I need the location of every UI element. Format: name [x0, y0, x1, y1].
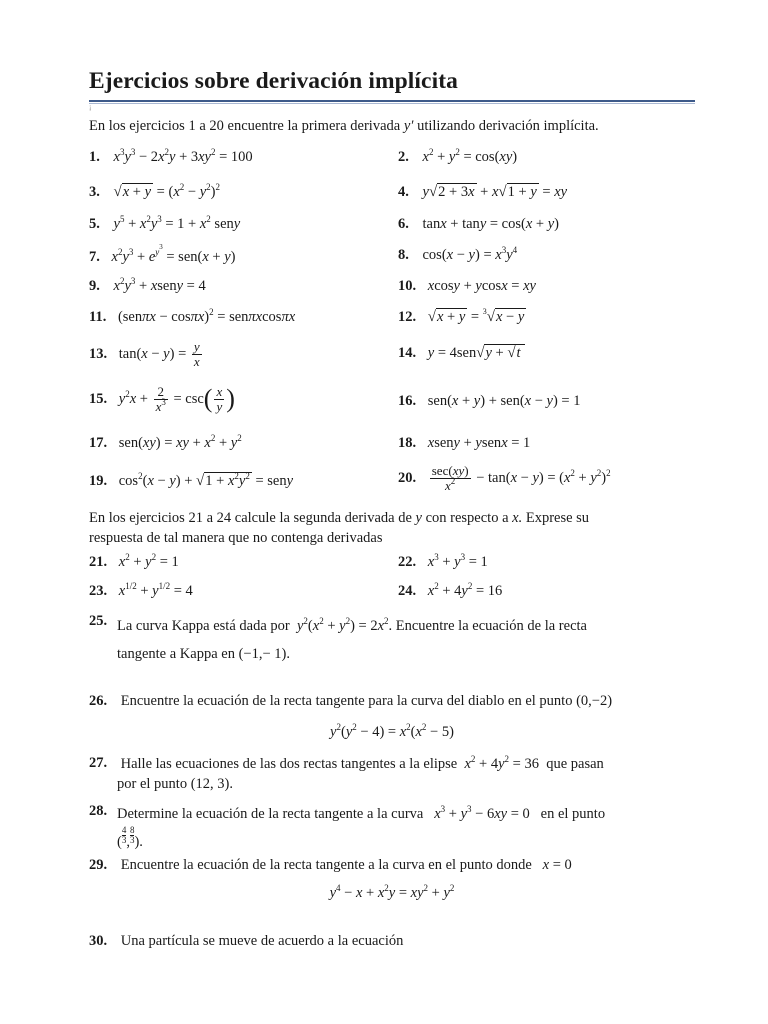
- exercise-number: 2.: [398, 149, 409, 165]
- exercise-number: 7.: [89, 249, 100, 265]
- exercise-number: 17.: [89, 435, 108, 451]
- exercise-16: [398, 393, 580, 410]
- equation: $x^3y^3 - 2x^2y + 3xy^2 = 100$: [113, 147, 253, 165]
- exercise-number: 26.: [89, 693, 108, 709]
- exercise-number: 16.: [398, 393, 417, 409]
- exercise-number: 18.: [398, 435, 417, 451]
- exercise-25-number: 25.: [89, 613, 108, 629]
- exercise-number: 3.: [89, 184, 100, 200]
- intro-var: y′: [403, 118, 414, 134]
- exercise-18: [398, 435, 530, 452]
- equation: $x^2 + 4y^2 = 16$: [427, 581, 503, 599]
- exercise-number: 14.: [398, 345, 417, 361]
- exercise-number: 30.: [89, 933, 108, 949]
- exercise-number: 9.: [89, 278, 100, 294]
- exercise-11: [89, 309, 295, 326]
- exercise-number: 19.: [89, 473, 108, 489]
- ellipse-equation: $x^2 + 4y^2 = 36$: [464, 754, 543, 772]
- exercise-3: [89, 184, 220, 201]
- exercise-29: 29. Encuentre la ecuación de la recta tangente a la curva en el punto donde x = 0: [89, 857, 572, 873]
- exercise-number: 22.: [398, 554, 417, 570]
- equation: $x^3 + y^3 = 1$: [427, 552, 488, 570]
- exercise-number: 8.: [398, 247, 409, 263]
- equation: $x^2 + y^2 = \cos(xy)$: [422, 147, 518, 165]
- exercise-25: La curva Kappa está dada por $y^2(x^2 + y^2) = 2x^2$. Encuentre la ecuación de la recta tangente a Kappa en (−1,− 1).: [117, 616, 587, 662]
- equation: xcosy + ycosx = xy: [427, 278, 536, 294]
- kappa-equation: $y^2(x^2 + y^2) = 2x^2$: [296, 616, 389, 634]
- exercise-6: [398, 216, 559, 233]
- exercise-number: 1.: [89, 149, 100, 165]
- exercise-8: [398, 247, 517, 264]
- exercise-28-number: 28.: [89, 803, 108, 819]
- equation: $y^5 + x^2y^3 = 1 + x^2$ seny: [113, 214, 241, 232]
- folium-equation: $x^3 + y^3 - 6xy = 0$: [434, 804, 538, 822]
- exercise-5: [89, 216, 240, 233]
- exercise-30: 30. Una partícula se mueve de acuerdo a la ecuación: [89, 933, 404, 949]
- exercise-2: [398, 149, 517, 166]
- exercise-4: [398, 184, 567, 201]
- exercise-28: Determine la ecuación de la recta tangente a la curva $x^3 + y^3 - 6xy = 0$ en el punto ( $\frac{4}{3}$ , $\frac{8}{3}$ ).: [117, 804, 606, 850]
- exercise-12: [398, 309, 526, 326]
- exercise-number: 13.: [89, 345, 108, 362]
- equation: sen(xy) = xy + $x^2 + y^2$: [118, 433, 242, 451]
- exercise-27-number: 27.: [89, 755, 108, 771]
- exercise-number: 29.: [89, 857, 108, 873]
- intro-paragraph: [89, 118, 599, 135]
- second-derivative-intro: En los ejercicios 21 a 24 calcule la segunda derivada de y con respecto a x. Exprese su respuesta de tal manera que no contenga derivadas: [89, 510, 590, 546]
- equation: $x^2y^3$ + xseny = 4: [113, 276, 206, 294]
- equation: $\cos^2(x - y) + √1 + x^2y^2$ = seny: [118, 471, 294, 489]
- equation: tan(x − y) = $\frac{y}{x}$: [118, 339, 200, 369]
- exercise-17: [89, 435, 242, 452]
- intro-tail: utilizando derivación implícita.: [417, 118, 599, 134]
- exercise-22: [398, 554, 488, 571]
- exercise-number: 10.: [398, 278, 417, 294]
- exercise-number: 20.: [398, 469, 417, 486]
- exercise-27: Halle las ecuaciones de las dos rectas tangentes a la elipse $x^2 + 4y^2 = 36$ que pasan por el punto (12, 3).: [117, 754, 604, 792]
- exercise-number: 23.: [89, 583, 108, 599]
- exercise-1: [89, 149, 253, 166]
- exercise-number: 6.: [398, 216, 409, 232]
- equation: $x^2 + y^2 = 1$: [118, 552, 179, 570]
- exercise-19: [89, 473, 293, 490]
- exercise-10: [398, 278, 536, 295]
- equation: $y^2x$ + $\frac{2}{x^3}$ = csc( $\frac{x}{y}$ ): [118, 383, 235, 414]
- title-underline: [89, 100, 695, 102]
- exercise-14: [398, 345, 525, 362]
- tiny-mark: ¡: [89, 103, 92, 111]
- equation: √x + y = $^3$√x − y: [427, 307, 525, 325]
- equation: xseny + ysenx = 1: [427, 435, 531, 451]
- exercise-number: 5.: [89, 216, 100, 232]
- title-underline-light: [89, 103, 695, 104]
- equation: $\cos(x - y) = x^3y^4$: [422, 245, 518, 263]
- devil-curve-equation: $y^2(y^2 - 4) = x^2(x^2 - 5)$: [330, 722, 454, 740]
- exercise-24: [398, 583, 502, 600]
- equation: sen(x + y) + sen(x − y) = 1: [427, 393, 581, 409]
- exercise-13: [89, 340, 204, 369]
- exercise-number: 21.: [89, 554, 108, 570]
- exercise-20: [398, 464, 611, 493]
- exercise-number: 15.: [89, 390, 108, 407]
- equation: $x^{1/2} + y^{1/2} = 4$: [118, 581, 193, 599]
- exercise-number: 11.: [89, 309, 107, 325]
- exercise-26: 26. Encuentre la ecuación de la recta tangente para la curva del diablo en el punto (0,−2): [89, 693, 613, 709]
- equation: $(sen\pi x - \cos\pi x)^2 = sen\pi xcos\pi x$: [117, 307, 296, 325]
- exercise-9: [89, 278, 206, 295]
- equation: $√x + y = (x^2 - y^2)^2$: [113, 182, 220, 200]
- equation: tanx + tany = cos(x + y): [422, 216, 559, 232]
- exercise-23: [89, 583, 193, 600]
- intro-text: En los ejercicios 1 a 20 encuentre la primera derivada: [89, 118, 401, 134]
- equation: y√2 + 3x + x√1 + y = xy: [422, 184, 568, 200]
- exercise-21: [89, 554, 179, 571]
- point-fraction: ( $\frac{4}{3}$ , $\frac{8}{3}$ ).: [117, 825, 143, 850]
- equation: $x^2y^3 + e^{y^3} = sen(x + y)$: [111, 243, 236, 265]
- exercise-number: 12.: [398, 309, 417, 325]
- exercise-number: 24.: [398, 583, 417, 599]
- equation: y = 4sen√y + √t: [428, 344, 525, 361]
- equation: $\frac{\sec(xy)}{x^2}$ − $\tan(x - y) = (x^2 + y^2)^2$: [431, 463, 611, 493]
- page-title: Ejercicios sobre derivación implícita: [89, 68, 458, 94]
- exercise-number: 4.: [398, 184, 409, 200]
- curve-29-equation: $y^4 - x + x^2y = xy^2 + y^2$: [329, 883, 455, 901]
- exercise-7: [89, 243, 236, 266]
- exercise-15: [89, 385, 235, 414]
